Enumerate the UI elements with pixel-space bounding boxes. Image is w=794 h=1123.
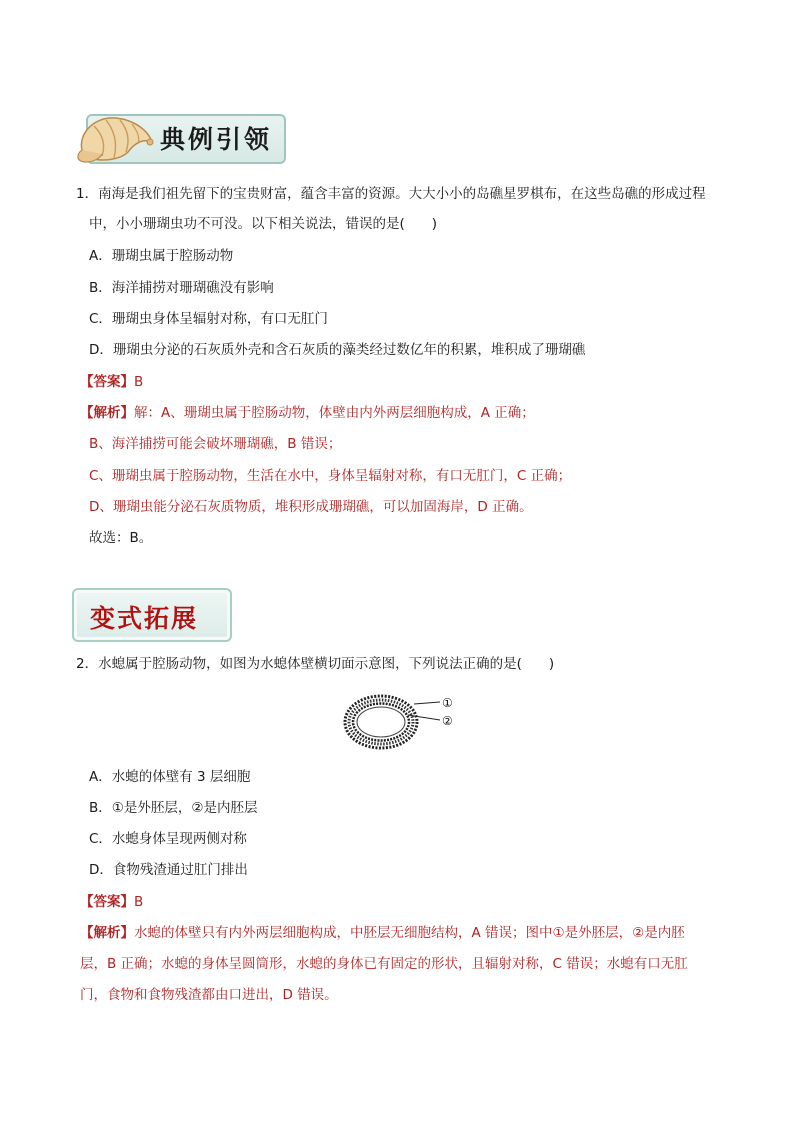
q1-option-d: D．珊瑚虫分泌的石灰质外壳和含石灰质的藻类经过数亿年的积累，堆积成了珊瑚礁 — [89, 342, 586, 358]
q2-option-b: B．①是外胚层，②是内胚层 — [89, 800, 258, 816]
diagram-label-1: ① — [442, 696, 453, 710]
answer-value: B — [134, 894, 144, 910]
section-title: 变式拓展 — [90, 604, 199, 633]
analysis-text: 解：A、珊瑚虫属于腔肠动物，体壁由内外两层细胞构成，A 正确； — [134, 405, 535, 421]
analysis-label: 【解析】 — [80, 405, 134, 421]
q2-stem: 2．水螅属于腔肠动物，如图为水螅体壁横切面示意图，下列说法正确的是( ) — [76, 656, 555, 672]
q1-option-a: A．珊瑚虫属于腔肠动物 — [89, 248, 234, 264]
q1-answer — [80, 372, 143, 392]
q1-conclusion: 故选：B。 — [89, 530, 153, 546]
q2-option-a: A．水螅的体壁有 3 层细胞 — [89, 769, 251, 785]
q2-option-d: D．食物残渣通过肛门排出 — [89, 862, 248, 878]
q1-option-c: C．珊瑚虫身体呈辐射对称，有口无肛门 — [89, 311, 328, 327]
diagram-label-2: ② — [442, 714, 453, 728]
q1-option-b: B．海洋捕捞对珊瑚礁没有影响 — [89, 280, 274, 296]
section-banner-example — [72, 108, 284, 164]
section-banner-variant — [72, 588, 232, 642]
conch-shell-icon — [72, 108, 158, 168]
q1-stem-line-1: 1．南海是我们祖先留下的宝贵财富，蕴含丰富的资源。大大小小的岛礁星罗棋布，在这些岛礁的形成过程 — [76, 186, 706, 202]
q1-stem-line-2: 中，小小珊瑚虫功不可没。以下相关说法，错误的是( ) — [89, 216, 438, 232]
analysis-text: 水螅的体壁只有内外两层细胞构成，中胚层无细胞结构，A 错误；图中①是外胚层，②是内胚 — [134, 925, 685, 941]
q1-analysis-line-3: C、珊瑚虫属于腔肠动物，生活在水中，身体呈辐射对称，有口无肛门，C 正确； — [89, 468, 572, 484]
q2-analysis-line-3: 门，食物和食物残渣都由口进出，D 错误。 — [80, 987, 338, 1003]
answer-label: 【答案】 — [80, 894, 134, 910]
diagram-svg — [336, 688, 466, 754]
analysis-label: 【解析】 — [80, 925, 134, 941]
q2-answer — [80, 892, 143, 912]
hydra-cross-section-diagram — [336, 688, 466, 754]
answer-value: B — [134, 374, 144, 390]
q1-analysis-line-1 — [80, 403, 535, 423]
section-title: 典例引领 — [160, 125, 273, 154]
q1-analysis-line-2: B、海洋捕捞可能会破坏珊瑚礁，B 错误； — [89, 436, 342, 452]
q2-option-c: C．水螅身体呈现两侧对称 — [89, 831, 247, 847]
answer-label: 【答案】 — [80, 374, 134, 390]
q2-analysis-line-2: 层，B 正确；水螅的身体呈圆筒形，水螅的身体已有固定的形状，且辐射对称，C 错误；水螅有口无肛 — [80, 956, 688, 972]
q2-analysis-line-1 — [80, 923, 685, 943]
q1-analysis-line-4: D、珊瑚虫能分泌石灰质物质，堆积形成珊瑚礁，可以加固海岸，D 正确。 — [89, 499, 533, 515]
